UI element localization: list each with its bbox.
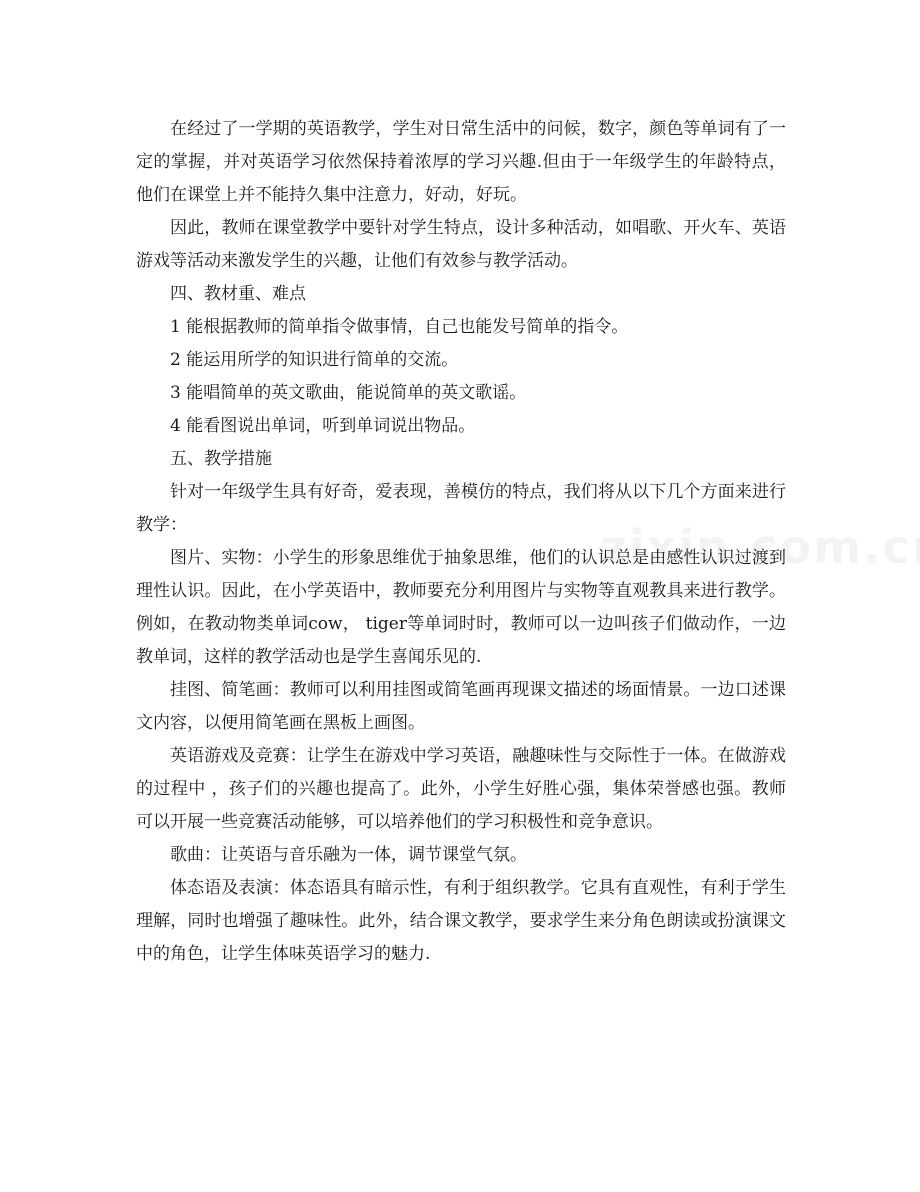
paragraph-pictures-objects: 图片、实物：小学生的形象思维优于抽象思维，他们的认识总是由感性认识过渡到理性认识。因此，在小学英语中，教师要充分利用图片与实物等直观教具来进行教学。例如，在教动物类单词cow， tiger等单词时时，教师可以一边叫孩子们做动作，一边教单词，这样的教学活动也是学生喜闻乐见的. [136, 548, 786, 667]
document-body [136, 113, 786, 971]
paragraph-games-contests: 英语游戏及竞赛：让学生在游戏中学习英语，融趣味性与交际性于一体。在做游戏的过程中 ，孩子们的兴趣也提高了。此外，小学生好胜心强，集体荣誉感也强。教师可以开展一些竞赛活动能够，可以培养他们的学习积极性和竞争意识。 [136, 746, 786, 832]
list-item: 1 能根据教师的简单指令做事情，自己也能发号简单的指令。 [170, 317, 629, 337]
list-item: 2 能运用所学的知识进行简单的交流。 [170, 350, 459, 370]
list-item: 3 能唱简单的英文歌曲，能说简单的英文歌谣。 [170, 383, 527, 403]
section-heading-key-points: 四、教材重、难点 [170, 284, 306, 304]
paragraph-activities: 因此，教师在课堂教学中要针对学生特点，设计多种活动，如唱歌、开火车、英语游戏等活动来激发学生的兴趣，让他们有效参与教学活动。 [136, 218, 786, 271]
paragraph-body-language: 体态语及表演：体态语具有暗示性，有利于组织教学。它具有直观性，有利于学生理解，同时也增强了趣味性。此外，结合课文教学，要求学生来分角色朗读或扮演课文中的角色，让学生体味英语学习的魅力. [136, 878, 786, 964]
paragraph-songs: 歌曲：让英语与音乐融为一体，调节课堂气氛。 [170, 845, 527, 865]
paragraph-measures-intro: 针对一年级学生具有好奇，爱表现，善模仿的特点，我们将从以下几个方面来进行教学： [136, 482, 786, 535]
paragraph-intro: 在经过了一学期的英语教学，学生对日常生活中的问候，数字，颜色等单词有了一定的掌握，并对英语学习依然保持着浓厚的学习兴趣.但由于一年级学生的年龄特点，他们在课堂上并不能持久集中注意力，好动，好玩。 [136, 119, 786, 205]
section-heading-measures: 五、教学措施 [170, 449, 272, 469]
paragraph-wall-charts: 挂图、简笔画：教师可以利用挂图或简笔画再现课文描述的场面情景。一边口述课文内容，以便用简笔画在黑板上画图。 [136, 680, 786, 733]
list-item: 4 能看图说出单词，听到单词说出物品。 [170, 416, 476, 436]
